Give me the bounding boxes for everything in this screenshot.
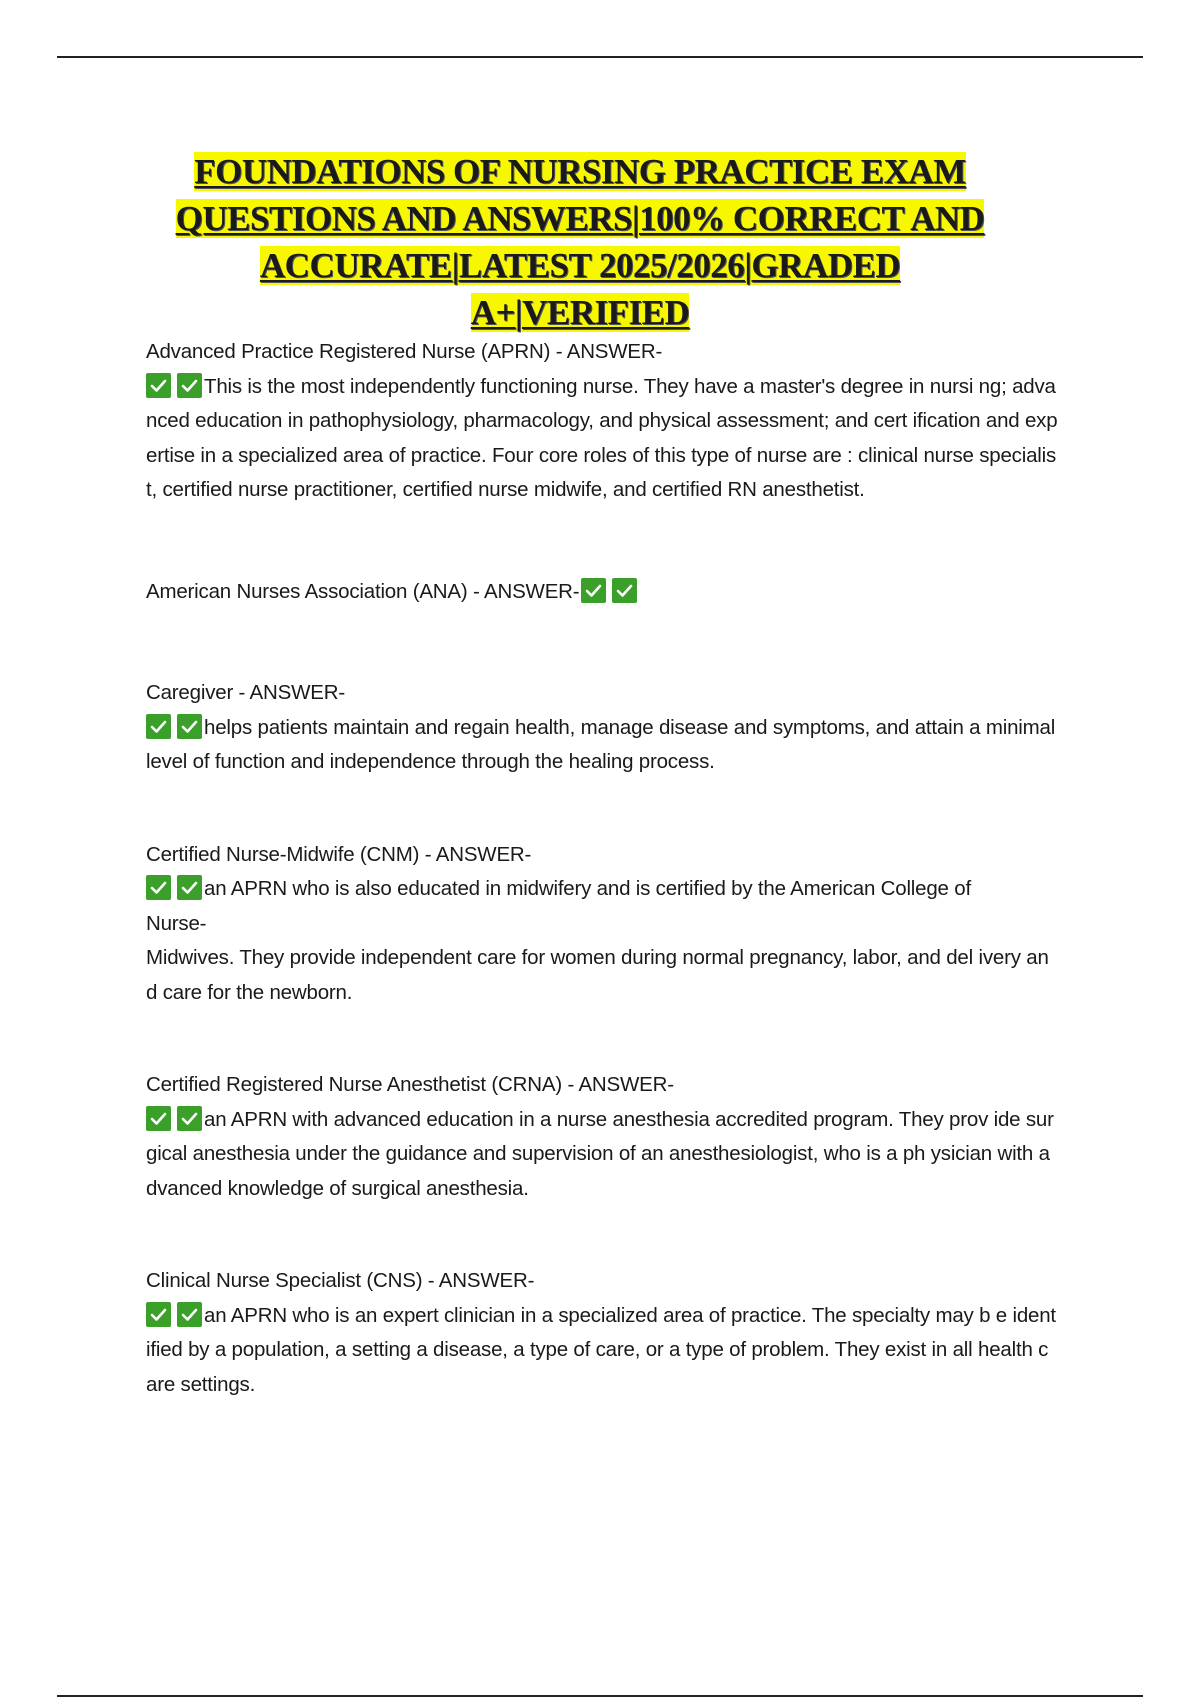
qa-list (146, 335, 1058, 1402)
qa-entry (146, 335, 1058, 508)
check-mark-icon (177, 1106, 202, 1131)
answer-text: an APRN who is also educated in midwifery and is certified by the American College of (146, 872, 1058, 907)
header-rule (57, 56, 1143, 58)
term-label: Advanced Practice Registered Nurse (APRN) - ANSWER- (146, 340, 663, 363)
term-label: Certified Nurse-Midwife (CNM) - ANSWER- (146, 842, 532, 866)
check-mark-icon (612, 578, 637, 603)
answer-text: an APRN who is an expert clinician in a specialized area of practice. The specialty may b e identified by a population, a setting a disease, a type of care, or a type of problem. They exist in all health care settings. (146, 1303, 1056, 1396)
title-line-1: FOUNDATIONS OF NURSING PRACTICE EXAM (194, 152, 966, 191)
check-mark-icon (146, 1106, 171, 1131)
answer-text: an APRN with advanced education in a nurse anesthesia accredited program. They prov ide surgical anesthesia under the guidance and supervision of an anesthesiologist, who is a ph ysician with advanced knowledge of surgical anesthesia. (146, 1107, 1054, 1200)
title-line-4: A+|VERIFIED (470, 293, 690, 332)
term-label: Caregiver - ANSWER- (146, 681, 345, 704)
term-label: Clinical Nurse Specialist (CNS) - ANSWER- (146, 1269, 535, 1292)
check-mark-icon (177, 714, 202, 739)
qa-entry (146, 838, 1058, 1011)
check-mark-icon (146, 714, 171, 739)
qa-entry (146, 575, 1058, 610)
check-mark-icon (146, 1302, 171, 1327)
check-mark-icon (177, 875, 202, 900)
qa-entry (146, 676, 1058, 780)
title-line-2: QUESTIONS AND ANSWERS|100% CORRECT AND (175, 199, 985, 238)
answer-text: This is the most independently functioning nurse. They have a master's degree in nursi ng; advanced education in pathophysiology, pharmacology, and physical assessment; and cert ification and expertise in a specialized area of practice. Four core roles of this type of nurse are : clinical nurse specialist, certified nurse practitioner, certified nurse midwife, and certified RN anesthetist. (146, 374, 1058, 501)
answer-text-continued: Nurse- (146, 911, 207, 935)
check-mark-icon (177, 1302, 202, 1327)
check-mark-icon (146, 875, 171, 900)
document-title (130, 148, 1030, 336)
answer-text-continued: Midwives. They provide independent care for women during normal pregnancy, labor, and del ivery and care for the newborn. (146, 946, 1049, 1004)
term-label: American Nurses Association (ANA) - ANSWER- (146, 575, 1058, 610)
qa-entry (146, 1264, 1058, 1402)
term-label: Certified Registered Nurse Anesthetist (CRNA) - ANSWER- (146, 1073, 674, 1096)
check-mark-icon (146, 373, 171, 398)
title-line-3: ACCURATE|LATEST 2025/2026|GRADED (259, 246, 901, 285)
check-mark-icon (177, 373, 202, 398)
footer-rule (57, 1695, 1143, 1697)
check-mark-icon (581, 578, 606, 603)
qa-entry (146, 1068, 1058, 1206)
answer-text: helps patients maintain and regain health, manage disease and symptoms, and attain a minimal level of function and independence through the healing process. (146, 715, 1056, 773)
